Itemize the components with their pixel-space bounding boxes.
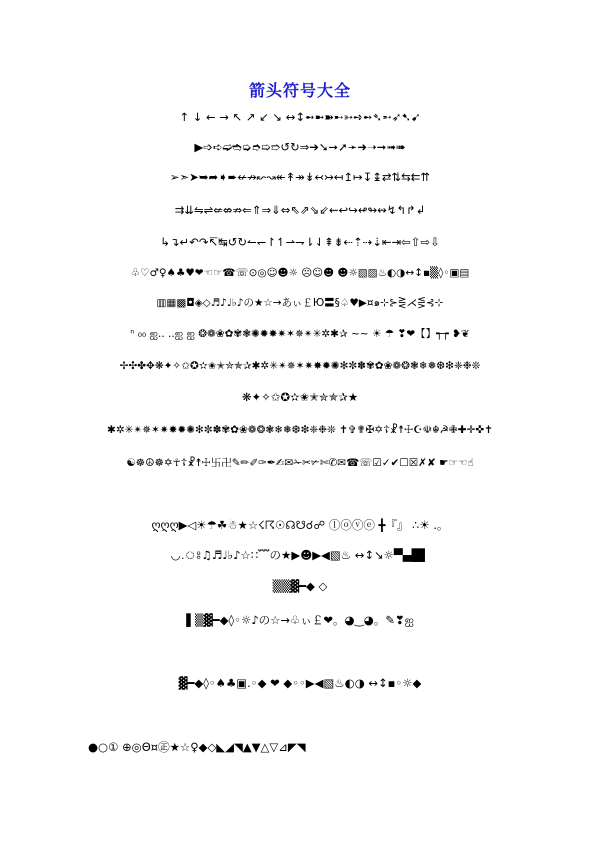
symbol-row-2: ▶➩➪➫➬➭➮➯➱↺↻⇒➔➘➙➚➛➜➝➞➟➠: [194, 140, 406, 154]
symbol-row-17: ▓━◆◊◦♠♣▣.◦◆ ❤ ◆◦◦▶◀▧♨◐◑ ↔↕▪◦☼◆: [178, 676, 422, 690]
symbol-row-4: ⇉⇊⇋⇌⇍⇎⇏⇐⇑⇒⇓⇔⇖⇗⇘⇙⇜↩↪↫↬↭↯↰↱↲: [174, 203, 426, 217]
symbol-row-6: ♧♡♂♀♠♣♥❤☜☞☎☏⊙◎☺☻☼ ☹☺☻ ☻☼▧▨♨◐◑↔↕▪▒◊◦▣▤: [130, 267, 470, 279]
symbol-row-5: ↳↴↵↶↷↸↹↺↻↼↽↾↿⇀⇁⇂⇃⇞⇟⇠⇡⇢⇣⇤⇥⇦⇧⇨⇩: [160, 235, 440, 249]
symbol-row-15: ▒▒▓━◆ ◇: [272, 579, 328, 593]
symbol-row-11: ✱✲✳✴✵✶✷✸✹✺✻✼✽✾✿❀❁❂❃❄❅❆❇❈❉❊ ✝✞✟✠✡☦☧☨☩☪☫☬☭✙✚✛✜✝: [107, 424, 493, 436]
symbol-row-1: ↑ ↓ ← → ↖ ↗ ↙ ↘ ↔↕➻➼➽➸➳➺➻➴➵➶➷➹: [179, 110, 421, 124]
page-title: 箭头符号大全: [248, 81, 351, 100]
symbol-row-10: ❋✦✧✩✪✫✬✭✮✯✰★: [241, 390, 359, 404]
symbol-row-3: ➢➣➤➥➦➧➨↚↛↜↝↞↟↠↡↢↣↤↥↦↧↨⇄⇅⇆⇇⇈: [169, 170, 431, 184]
symbol-row-18: ●○① ⊕◎Θ¤㊣★☆♀◆◇◣◢◥▲▼△▽⊿◤◥: [88, 740, 306, 754]
symbol-row-9: ✢✣✤✥❋✦✧✩✪✫✬✭✮✯✰✱✲✳✴✵✶✷✸✹✺✻✼✽✾✿❀❁❂❃❄❅❆❇❈❉❊: [119, 360, 481, 372]
symbol-row-7: ▥▦▩◘◈◇♬♪♩♭♪の★☆→あぃ￡Ю〓§♤♥▶¤๑⊹⊱⋛⋌⋚⊰⊹: [156, 297, 444, 309]
symbol-row-13: ღღღ▶◁☀☂☘☃★☆☇☈☉☊☋☌☍ ⓛⓞⓥⓔ ╋『』 ∴☀ .。: [151, 518, 449, 532]
symbol-row-12: ☯☸☮☸✡☥☦☧☨☩卐卍✎✏✐✑✒✍✉✁✂✃✄✆✉☎☏☑✓✔☐☒✗✘ ☛☞☜☝: [126, 457, 474, 469]
symbol-row-14: ◡.ঃ♫♬♩♭♪☆∷﹌の★▶☻▶◀▧♨ ↔↕↘☼▀▄█▌: [170, 548, 430, 562]
symbol-row-16: ▌▒▓━◆◊◦☼♪の☆→♧ぃ￡❤。◕‿◕。✎❣ஐ: [186, 613, 414, 627]
symbol-row-8: ⁿ ₀₀ ஐ.. ..ஐ ஐ ❂❁❀✿✾❃✺✹✸✷✶✵✴✳✲✱✰ ~~ ☀ ☂ ❣❤【】┭┮ ❥❦: [130, 328, 470, 340]
